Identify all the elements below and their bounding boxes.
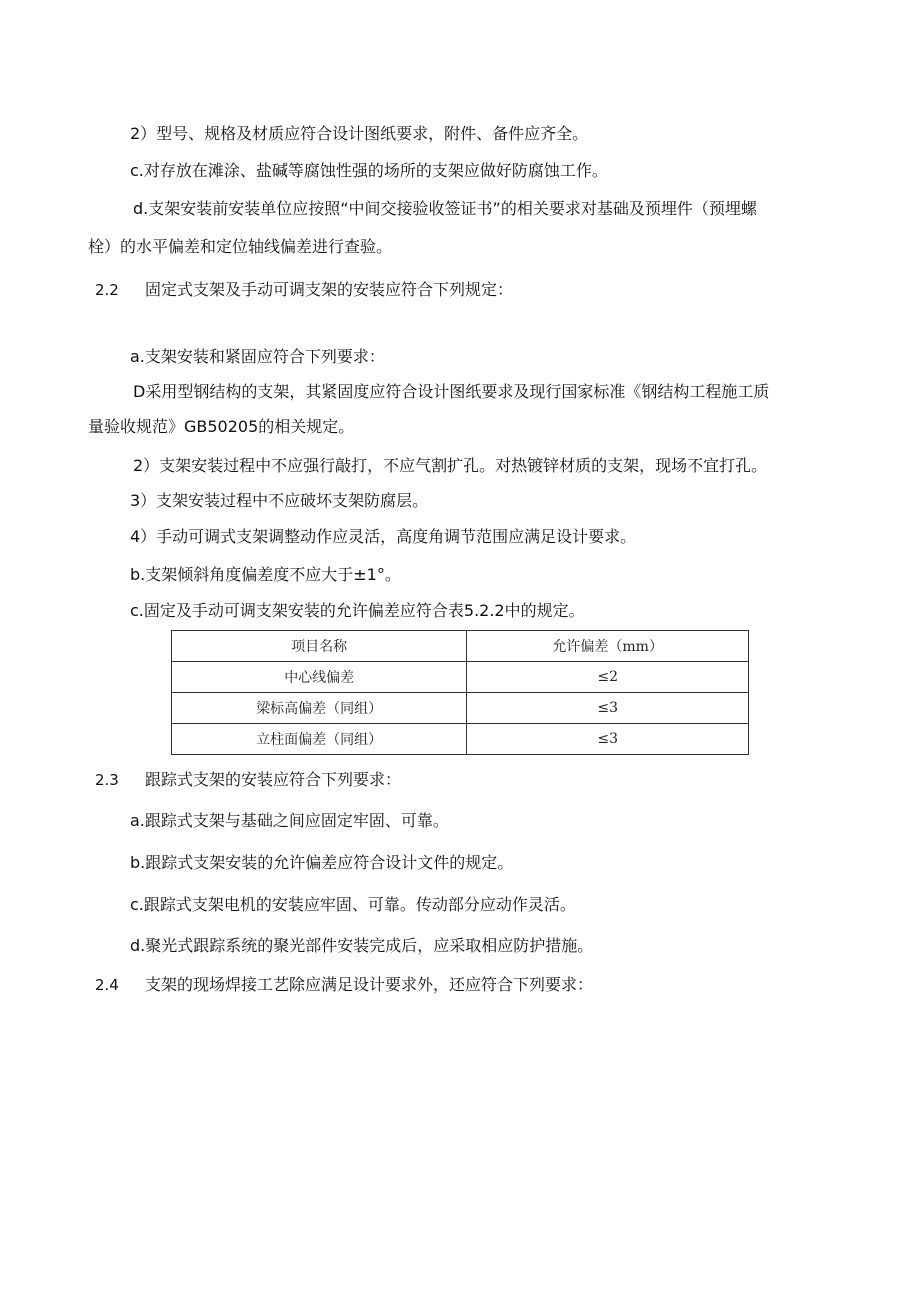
paragraph-item-c2: c.固定及手动可调支架安装的允许偏差应符合表5.2.2中的规定。	[130, 601, 585, 620]
paragraph-item-a: a.支架安装和紧固应符合下列要求：	[130, 347, 385, 366]
paragraph-item-3: 3）支架安装过程中不应破坏支架防腐层。	[130, 491, 429, 510]
paragraph-item-b: b.支架倾斜角度偏差度不应大于±1°。	[130, 565, 401, 584]
table-cell: ≤2	[467, 662, 749, 693]
paragraph-item-d-line2: 栓）的水平偏差和定位轴线偏差进行查验。	[88, 237, 393, 256]
table-cell: ≤3	[467, 724, 749, 755]
tolerance-table	[171, 630, 749, 755]
table-header-row	[172, 631, 749, 662]
section-number-2-3: 2.3	[95, 771, 119, 789]
section-heading-2-2: 固定式支架及手动可调支架的安装应符合下列规定：	[145, 280, 514, 299]
paragraph-item-d-line1: d.支架安装前安装单位应按照“中间交接验收签证书”的相关要求对基础及预埋件（预埋螺	[133, 199, 757, 218]
paragraph-item-c3: c.跟踪式支架电机的安装应牢固、可靠。传动部分应动作灵活。	[130, 895, 576, 914]
section-number-2-4: 2.4	[95, 976, 119, 994]
paragraph-item-d2: d.聚光式跟踪系统的聚光部件安装完成后，应采取相应防护措施。	[130, 936, 594, 955]
paragraph-item-4: 4）手动可调式支架调整动作应灵活，高度角调节范围应满足设计要求。	[130, 527, 637, 546]
paragraph-item-1-line2: 量验收规范》GB50205的相关规定。	[88, 417, 355, 436]
table-header-cell: 项目名称	[172, 631, 467, 662]
section-heading-2-4: 支架的现场焊接工艺除应满足设计要求外，还应符合下列要求：	[145, 975, 594, 994]
table-cell: ≤3	[467, 693, 749, 724]
paragraph-item-c: c.对存放在滩涂、盐碱等腐蚀性强的场所的支架应做好防腐蚀工作。	[130, 161, 608, 180]
table-row	[172, 662, 749, 693]
paragraph-item-a2: a.跟踪式支架与基础之间应固定牢固、可靠。	[130, 811, 449, 830]
table-header-cell: 允许偏差（mm）	[467, 631, 749, 662]
paragraph-item-2: 2）型号、规格及材质应符合设计图纸要求，附件、备件应齐全。	[130, 124, 589, 143]
paragraph-item-b2: b.跟踪式支架安装的允许偏差应符合设计文件的规定。	[130, 853, 514, 872]
table-cell: 梁标高偏差（同组）	[172, 693, 467, 724]
section-number-2-2: 2.2	[95, 281, 119, 299]
section-heading-2-3: 跟踪式支架的安装应符合下列要求：	[145, 770, 402, 789]
table-cell: 立柱面偏差（同组）	[172, 724, 467, 755]
table-row	[172, 693, 749, 724]
table-cell: 中心线偏差	[172, 662, 467, 693]
paragraph-item-1-line1: D采用型钢结构的支架，其紧固度应符合设计图纸要求及现行国家标准《钢结构工程施工质	[133, 382, 770, 401]
table-row	[172, 724, 749, 755]
paragraph-item-2b: 2）支架安装过程中不应强行敲打，不应气割扩孔。对热镀锌材质的支架，现场不宜打孔。	[133, 456, 768, 475]
